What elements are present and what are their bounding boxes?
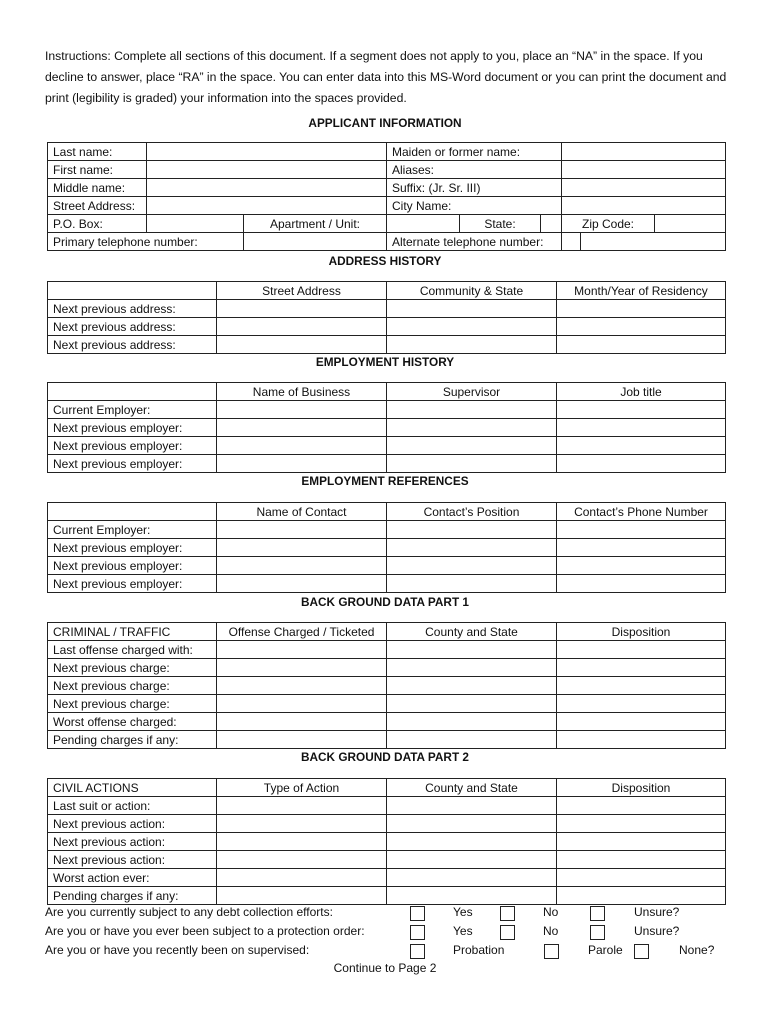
option-label: Yes [453, 905, 473, 919]
unsure-checkbox[interactable] [590, 925, 605, 940]
option-label: Unsure? [634, 905, 680, 919]
input-cell[interactable] [557, 318, 726, 336]
header-job-title: Job title [557, 383, 726, 401]
input-cell[interactable] [217, 713, 387, 731]
row-label: Last offense charged with: [48, 641, 217, 659]
row-label: Next previous address: [48, 318, 217, 336]
row-label: Current Employer: [48, 521, 217, 539]
instructions-text: Instructions: Complete all sections of this document. If a segment does not apply to you, place an “NA” in the space. If you decline to answer, place “RA” in the space. You can enter data into this MS-Word document or you can print the document and print (legibility is graded) your information into the spaces provided. [45, 49, 727, 105]
header-disposition: Disposition [557, 779, 726, 797]
city-name-label: City Name: [387, 197, 562, 215]
employment-history-title: EMPLOYMENT HISTORY [315, 355, 455, 369]
yes-checkbox[interactable] [410, 906, 425, 921]
header-community-state: Community & State [387, 282, 557, 300]
input-cell[interactable] [557, 797, 726, 815]
row-label: Next previous charge: [48, 677, 217, 695]
input-cell[interactable] [387, 677, 557, 695]
row-label: Next previous charge: [48, 659, 217, 677]
input-cell[interactable] [557, 419, 726, 437]
no-checkbox[interactable] [500, 925, 515, 940]
header-contact-position: Contact’s Position [387, 503, 557, 521]
option-label: None? [679, 943, 715, 957]
street-address-field[interactable] [147, 197, 387, 215]
row-label: Worst action ever: [48, 869, 217, 887]
input-cell[interactable] [217, 659, 387, 677]
row-label: Next previous address: [48, 300, 217, 318]
row-label: Next previous employer: [48, 455, 217, 473]
first-name-field[interactable] [147, 161, 387, 179]
input-cell[interactable] [217, 336, 387, 354]
row-label: Next previous employer: [48, 437, 217, 455]
employment-references-title: EMPLOYMENT REFERENCES [301, 474, 469, 488]
input-cell[interactable] [557, 455, 726, 473]
input-cell[interactable] [387, 437, 557, 455]
input-cell[interactable] [557, 557, 726, 575]
row-label: Next previous action: [48, 833, 217, 851]
row-label: Next previous employer: [48, 419, 217, 437]
last-name-label: Last name: [48, 143, 147, 161]
input-cell[interactable] [387, 336, 557, 354]
employment-history-table [47, 382, 726, 473]
suffix-field[interactable] [562, 179, 726, 197]
street-address-label: Street Address: [48, 197, 147, 215]
aliases-field[interactable] [562, 161, 726, 179]
input-cell[interactable] [557, 731, 726, 749]
option-label: Yes [453, 924, 473, 938]
header-contact-phone: Contact’s Phone Number [557, 503, 726, 521]
input-cell[interactable] [217, 833, 387, 851]
input-cell[interactable] [387, 539, 557, 557]
input-cell[interactable] [387, 318, 557, 336]
applicant-info-title: APPLICANT INFORMATION [308, 116, 462, 130]
input-cell[interactable] [217, 437, 387, 455]
row-label: Pending charges if any: [48, 887, 217, 905]
city-name-field[interactable] [562, 197, 726, 215]
header-month-year: Month/Year of Residency [557, 282, 726, 300]
row-label: Next previous employer: [48, 539, 217, 557]
input-cell[interactable] [557, 677, 726, 695]
input-cell[interactable] [217, 521, 387, 539]
input-cell[interactable] [217, 887, 387, 905]
input-cell[interactable] [217, 695, 387, 713]
input-cell[interactable] [387, 419, 557, 437]
row-label: Next previous charge: [48, 695, 217, 713]
aliases-label: Aliases: [387, 161, 562, 179]
input-cell[interactable] [557, 300, 726, 318]
input-cell[interactable] [217, 731, 387, 749]
row-label: Next previous employer: [48, 557, 217, 575]
input-cell[interactable] [387, 887, 557, 905]
apartment-field[interactable] [387, 215, 460, 233]
input-cell[interactable] [387, 300, 557, 318]
input-cell[interactable] [217, 318, 387, 336]
background-part1-table [47, 622, 726, 749]
input-cell[interactable] [217, 677, 387, 695]
probation-checkbox[interactable] [410, 944, 425, 959]
header-name-of-contact: Name of Contact [217, 503, 387, 521]
parole-checkbox[interactable] [544, 944, 559, 959]
input-cell[interactable] [387, 833, 557, 851]
input-cell[interactable] [387, 797, 557, 815]
input-cell[interactable] [387, 641, 557, 659]
input-cell[interactable] [217, 419, 387, 437]
alt-phone-label: Alternate telephone number: [387, 233, 562, 251]
no-checkbox[interactable] [500, 906, 515, 921]
row-label: Pending charges if any: [48, 731, 217, 749]
address-history-table [47, 281, 726, 354]
input-cell[interactable] [387, 575, 557, 593]
input-cell[interactable] [557, 869, 726, 887]
employment-references-table [47, 502, 726, 593]
input-cell[interactable] [387, 713, 557, 731]
question-text: Are you currently subject to any debt collection efforts: [45, 905, 333, 919]
input-cell[interactable] [557, 539, 726, 557]
row-label: Next previous action: [48, 851, 217, 869]
po-box-field[interactable] [147, 215, 244, 233]
input-cell[interactable] [217, 575, 387, 593]
input-cell[interactable] [217, 869, 387, 887]
alt-phone-field[interactable] [581, 233, 726, 250]
option-label: No [543, 905, 559, 919]
input-cell[interactable] [557, 401, 726, 419]
suffix-label: Suffix: (Jr. Sr. III) [387, 179, 562, 197]
question-text: Are you or have you recently been on supervised: [45, 943, 310, 957]
question-debt-collection [45, 905, 735, 923]
input-cell[interactable] [217, 641, 387, 659]
primary-phone-label: Primary telephone number: [48, 233, 244, 251]
po-box-label: P.O. Box: [48, 215, 147, 233]
header-disposition: Disposition [557, 623, 726, 641]
background-part2-table [47, 778, 726, 905]
primary-phone-field[interactable] [244, 233, 387, 251]
input-cell[interactable] [557, 815, 726, 833]
input-cell[interactable] [557, 575, 726, 593]
header-criminal-traffic: CRIMINAL / TRAFFIC [48, 623, 217, 641]
input-cell[interactable] [217, 300, 387, 318]
input-cell[interactable] [387, 695, 557, 713]
input-cell[interactable] [217, 557, 387, 575]
state-field[interactable] [541, 215, 562, 233]
input-cell[interactable] [217, 401, 387, 419]
middle-name-label: Middle name: [48, 179, 147, 197]
row-label: Current Employer: [48, 401, 217, 419]
input-cell[interactable] [217, 851, 387, 869]
background-part2-title: BACK GROUND DATA PART 2 [301, 750, 469, 764]
none-checkbox[interactable] [634, 944, 649, 959]
first-name-label: First name: [48, 161, 147, 179]
input-cell[interactable] [557, 695, 726, 713]
maiden-name-field[interactable] [562, 143, 726, 161]
header-offense-charged: Offense Charged / Ticketed [217, 623, 387, 641]
input-cell[interactable] [217, 797, 387, 815]
input-cell[interactable] [387, 659, 557, 677]
input-cell[interactable] [387, 557, 557, 575]
input-cell[interactable] [557, 713, 726, 731]
input-cell[interactable] [557, 851, 726, 869]
input-cell[interactable] [557, 833, 726, 851]
question-supervised [45, 943, 735, 961]
header-supervisor: Supervisor [387, 383, 557, 401]
input-cell[interactable] [557, 887, 726, 905]
row-label: Worst offense charged: [48, 713, 217, 731]
question-protection-order [45, 924, 735, 942]
input-cell[interactable] [217, 815, 387, 833]
option-label: Probation [453, 943, 505, 957]
input-cell[interactable] [387, 521, 557, 539]
row-label: Last suit or action: [48, 797, 217, 815]
input-cell[interactable] [387, 815, 557, 833]
last-name-field[interactable] [147, 143, 387, 161]
input-cell[interactable] [217, 455, 387, 473]
apartment-label: Apartment / Unit: [244, 215, 387, 233]
middle-name-field[interactable] [147, 179, 387, 197]
input-cell[interactable] [557, 641, 726, 659]
maiden-name-label: Maiden or former name: [387, 143, 562, 161]
question-text: Are you or have you ever been subject to a protection order: [45, 924, 365, 938]
input-cell[interactable] [557, 437, 726, 455]
input-cell[interactable] [557, 659, 726, 677]
input-cell[interactable] [557, 521, 726, 539]
input-cell[interactable] [387, 851, 557, 869]
option-label: Unsure? [634, 924, 680, 938]
background-part1-title: BACK GROUND DATA PART 1 [301, 595, 469, 609]
input-cell[interactable] [557, 336, 726, 354]
zip-code-label: Zip Code: [562, 215, 655, 232]
continue-footer: Continue to Page 2 [333, 961, 437, 975]
applicant-info-table [47, 142, 726, 251]
unsure-checkbox[interactable] [590, 906, 605, 921]
input-cell[interactable] [387, 401, 557, 419]
input-cell[interactable] [217, 539, 387, 557]
input-cell[interactable] [387, 455, 557, 473]
address-history-title: ADDRESS HISTORY [328, 254, 442, 268]
state-label: State: [460, 215, 541, 233]
row-label: Next previous address: [48, 336, 217, 354]
row-label: Next previous action: [48, 815, 217, 833]
header-county-state: County and State [387, 779, 557, 797]
header-type-of-action: Type of Action [217, 779, 387, 797]
header-civil-actions: CIVIL ACTIONS [48, 779, 217, 797]
row-label: Next previous employer: [48, 575, 217, 593]
zip-code-field[interactable] [655, 215, 726, 232]
header-street-address: Street Address [217, 282, 387, 300]
input-cell[interactable] [387, 731, 557, 749]
option-label: No [543, 924, 559, 938]
yes-checkbox[interactable] [410, 925, 425, 940]
header-name-of-business: Name of Business [217, 383, 387, 401]
option-label: Parole [588, 943, 623, 957]
header-county-state: County and State [387, 623, 557, 641]
input-cell[interactable] [387, 869, 557, 887]
